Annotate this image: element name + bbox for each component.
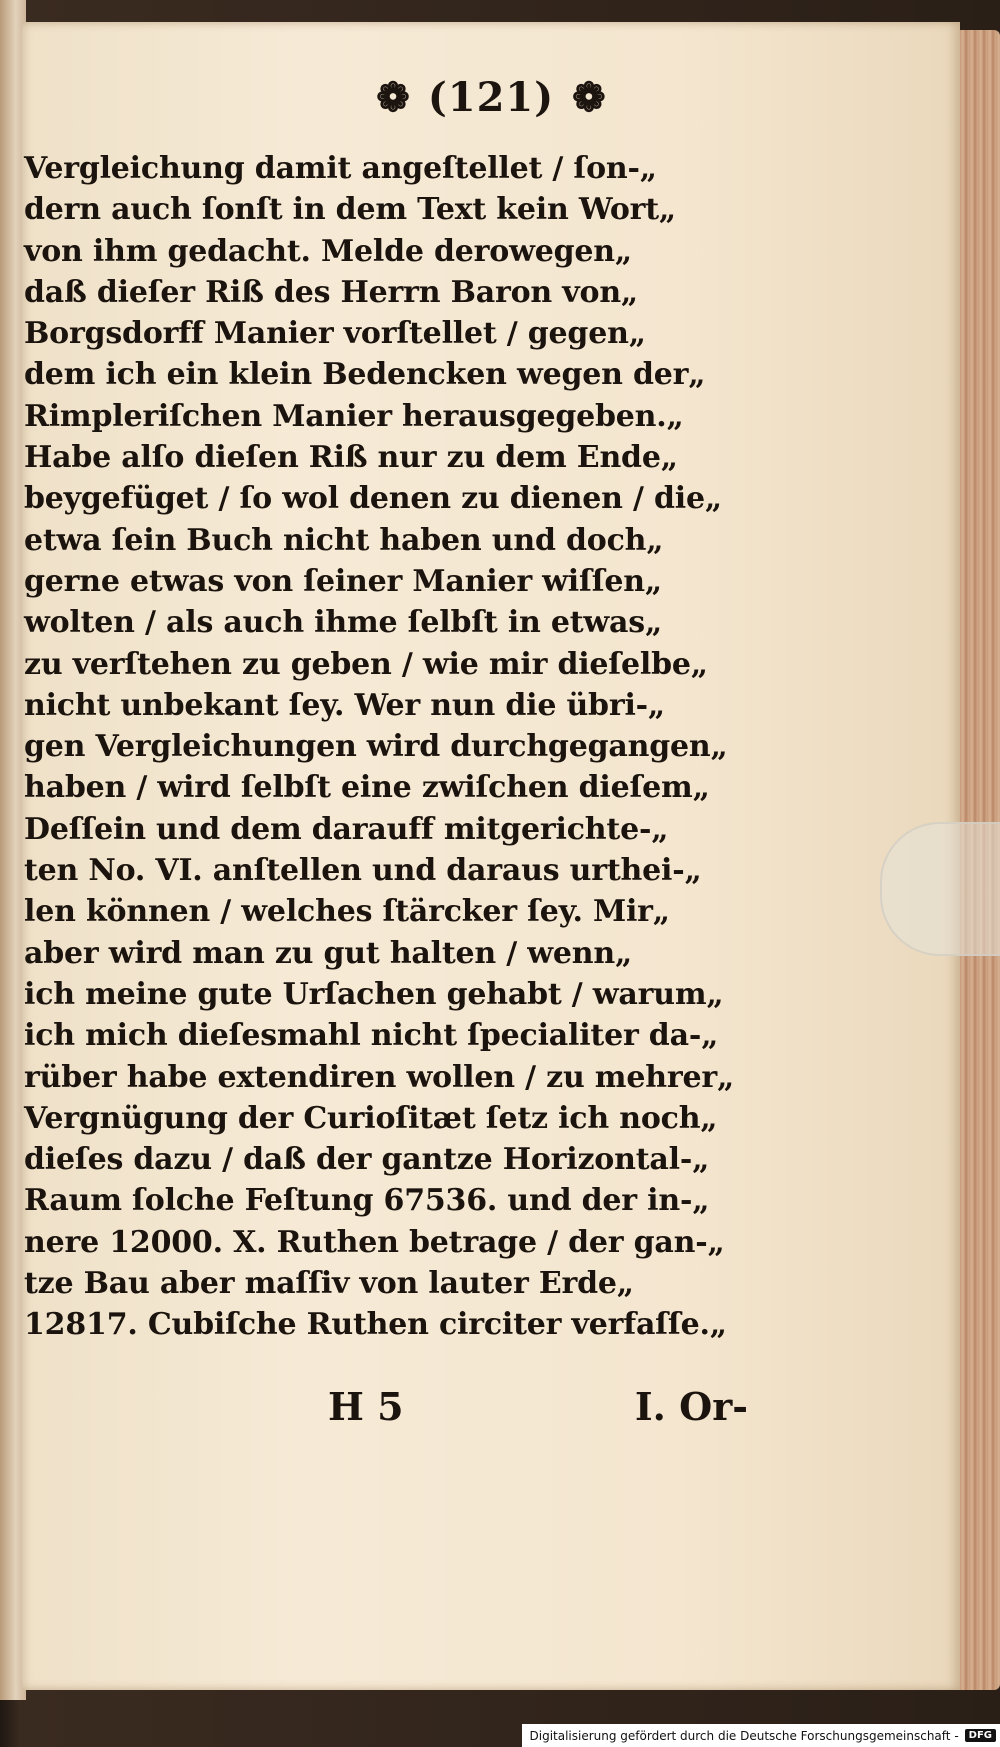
text-line: gerne etwas von ſeiner Manier wiſſen„ — [24, 563, 662, 599]
text-line: nicht unbekant ſey. Wer nun die übri-„ — [24, 687, 665, 723]
ornament-left-icon: ❁ — [376, 74, 410, 121]
digitization-credit — [522, 1724, 1000, 1747]
text-line: 12817. Cubiſche Ruthen circiter verfaſſe.„ — [24, 1307, 727, 1343]
text-line: ich meine gute Urſachen gehabt / warum„ — [24, 976, 724, 1012]
text-line: rüber habe extendiren wollen / zu mehrer„ — [24, 1059, 734, 1095]
text-line: ich mich dieſesmahl nicht ſpecialiter da-„ — [24, 1018, 719, 1054]
text-line: nere 12000. X. Ruthen betrage / der gan-„ — [24, 1224, 725, 1260]
text-line: dern auch ſonſt in dem Text kein Wort„ — [24, 192, 676, 228]
book-page — [22, 22, 960, 1690]
dfg-logo-icon: DFG — [965, 1729, 996, 1742]
text-line: beygefüget / ſo wol denen zu dienen / die„ — [24, 481, 722, 517]
text-line: Rimpleriſchen Manier herausgegeben.„ — [24, 398, 684, 434]
text-line: dem ich ein klein Bedencken wegen der„ — [24, 357, 706, 393]
ornament-right-icon: ❁ — [572, 74, 606, 121]
signature-mark: H 5 — [328, 1384, 404, 1429]
text-line: Raum ſolche Feſtung 67536. und der in-„ — [24, 1183, 710, 1219]
text-line: tze Bau aber maſſiv von lauter Erde„ — [24, 1266, 634, 1302]
page-footer — [328, 1384, 748, 1429]
text-line: dieſes dazu / daß der gantze Horizontal-„ — [24, 1142, 710, 1178]
text-line: zu verſtehen zu geben / wie mir dieſelbe„ — [24, 646, 708, 682]
page-header — [22, 74, 960, 121]
page-number: (121) — [427, 74, 555, 121]
catchword: I. Or- — [634, 1384, 748, 1429]
text-line: etwa ſein Buch nicht haben und doch„ — [24, 522, 664, 558]
text-line: haben / wird ſelbſt eine zwiſchen dieſem„ — [24, 770, 710, 806]
text-line: wolten / als auch ihme ſelbſt in etwas„ — [24, 605, 663, 641]
text-line: Borgsdorff Manier vorſtellet / gegen„ — [24, 316, 646, 352]
text-line: Habe alſo dieſen Riß nur zu dem Ende„ — [24, 440, 678, 476]
text-line: aber wird man zu gut halten / wenn„ — [24, 935, 633, 971]
bookmark-tab — [880, 822, 1000, 956]
credit-text: Digitalisierung gefördert durch die Deutsche Forschungsgemeinschaft - — [529, 1728, 959, 1743]
body-text — [24, 148, 734, 1346]
text-line: Vergnügung der Curioſitæt ſetz ich noch„ — [24, 1100, 718, 1136]
text-line: von ihm gedacht. Melde derowegen„ — [24, 233, 632, 269]
text-line: daß dieſer Riß des Herrn Baron von„ — [24, 274, 638, 310]
text-line: gen Vergleichungen wird durchgegangen„ — [24, 729, 728, 765]
text-line: len können / welches ſtärcker ſey. Mir„ — [24, 894, 670, 930]
text-line: ten No. VI. anſtellen und daraus urthei-„ — [24, 853, 702, 889]
text-line: Vergleichung damit angeſtellet / ſon-„ — [24, 151, 657, 186]
text-line: Deſſein und dem darauff mitgerichte-„ — [24, 811, 669, 847]
